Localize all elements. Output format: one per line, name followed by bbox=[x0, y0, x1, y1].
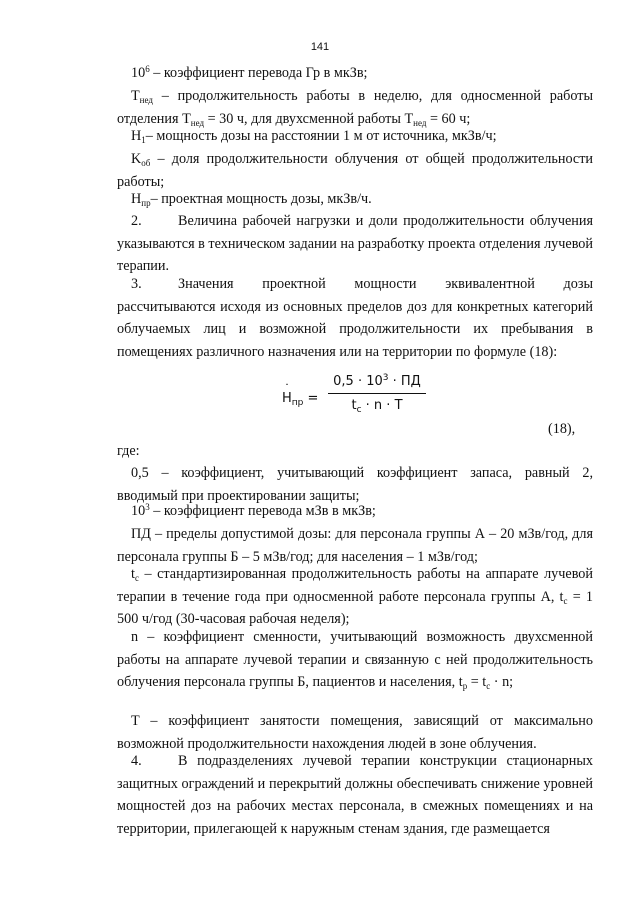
desc-tc-text2: = 1 500 ч/год (30-часовая рабочая неделя); bbox=[117, 588, 593, 627]
def-tned-sub2: нед bbox=[190, 117, 205, 128]
def-tned-text: – продолжительность работы в неделю, для односменной работы отделения T bbox=[117, 88, 593, 127]
def-coef-gr-sup: 6 bbox=[145, 64, 150, 74]
formula-equals: = bbox=[303, 391, 319, 406]
def-tned bbox=[117, 85, 593, 130]
desc-n-text3: · n; bbox=[490, 674, 514, 690]
desc-n-text2: = t bbox=[467, 674, 487, 690]
desc-tc-sub2: c bbox=[563, 595, 568, 606]
item-4 bbox=[117, 750, 593, 840]
desc-t: T – коэффициент занятости помещения, зависящий от максимально возможной продолжительности нахождения людей в зоне облучения. bbox=[117, 713, 593, 752]
formula-fraction bbox=[328, 372, 426, 416]
page-number: 141 bbox=[310, 41, 330, 53]
def-hpr-text: – проектная мощность дозы, мкЗв/ч. bbox=[150, 191, 372, 207]
def-coef-gr-text: – коэффициент перевода Гр в мкЗв; bbox=[149, 65, 368, 81]
formula-h-symbol: H ˙ bbox=[282, 391, 292, 406]
formula-den-a: t bbox=[351, 398, 357, 413]
item-2 bbox=[117, 210, 593, 278]
def-kob-sub: об bbox=[141, 158, 151, 168]
desc-10-3-text: – коэффициент перевода мЗв в мкЗв; bbox=[149, 503, 376, 519]
desc-tc bbox=[117, 563, 593, 631]
desc-tc-sym: t bbox=[131, 566, 135, 582]
desc-05: 0,5 – коэффициент, учитывающий коэффициент запаса, равный 2, вводимый при проектировании защиты; bbox=[117, 465, 593, 504]
formula-fraction-bar bbox=[328, 393, 426, 394]
desc-n-sub2: c bbox=[486, 681, 491, 691]
desc-tc-text: – стандартизированная продолжительность работы на аппарате лучевой терапии в течение года при односменной работе персонала группы А, t bbox=[117, 566, 593, 605]
formula-num-a: 0,5 · 10 bbox=[333, 374, 383, 389]
def-h1-sym: H bbox=[131, 128, 142, 144]
def-tned-sub: нед bbox=[139, 95, 153, 105]
formula-h-sub: пр bbox=[291, 398, 304, 408]
item-3-number: 3. bbox=[131, 276, 142, 292]
formula-lhs bbox=[282, 391, 318, 406]
formula-number: (18), bbox=[548, 421, 576, 437]
def-coef-gr bbox=[117, 62, 593, 85]
def-h1-text: – мощность дозы на расстоянии 1 м от источника, мкЗв/ч; bbox=[145, 128, 497, 144]
desc-10-3 bbox=[117, 500, 593, 523]
item-4-text: В подразделениях лучевой терапии конструкции стационарных защитных ограждений и перекрытий должны обеспечивать снижение уровней мощностей доз на рабочих местах персонала, в смежных помещениях и на территории, прилегающей к наружным стенам здания, где размещается bbox=[117, 753, 593, 837]
item-3-text: Значения проектной мощности эквивалентной дозы рассчитываются исходя из основных пределов доз для конкретных категорий облучаемых лиц и возможной продолжительности их пребывания в помещениях различного назначения или на территории по формуле (18): bbox=[117, 276, 593, 360]
formula-denominator bbox=[328, 396, 426, 416]
item-2-number: 2. bbox=[131, 213, 142, 229]
def-tned-sym: T bbox=[131, 88, 140, 104]
def-kob-sym: K bbox=[131, 151, 142, 167]
def-tned-sub3: нед bbox=[413, 117, 427, 128]
formula-den-b: · n · T bbox=[361, 398, 403, 413]
def-hpr bbox=[117, 188, 593, 211]
formula-num-b: · ПД bbox=[388, 374, 421, 389]
desc-10-3-sup: 3 bbox=[145, 502, 150, 512]
def-kob bbox=[117, 148, 593, 193]
desc-pd: ПД – пределы допустимой дозы: для персонала группы А – 20 мЗв/год, для персонала группы Б – 5 мЗв/год; для населения – 1 мЗв/год; bbox=[117, 526, 593, 565]
desc-10-3-base: 10 bbox=[131, 503, 146, 519]
formula-den-sub: c bbox=[356, 405, 362, 415]
def-hpr-sub: пр bbox=[141, 198, 151, 208]
item-4-number: 4. bbox=[131, 753, 142, 769]
def-h1 bbox=[117, 125, 593, 148]
def-tned-text3: = 60 ч; bbox=[426, 110, 471, 127]
def-hpr-sym: H bbox=[131, 191, 142, 207]
desc-n-sub: р bbox=[462, 681, 468, 691]
def-tned-text2: = 30 ч, для двухсменной работы T bbox=[204, 110, 414, 127]
item-2-text: Величина рабочей нагрузки и доли продолжительности облучения указываются в техническом задании на разработку проекта отделения лучевой терапии. bbox=[117, 213, 593, 274]
def-kob-text: – доля продолжительности облучения от общей продолжительности работы; bbox=[117, 151, 593, 190]
item-3 bbox=[117, 273, 593, 363]
formula-num-sup: 3 bbox=[382, 373, 389, 383]
def-coef-gr-base: 10 bbox=[131, 65, 146, 81]
where-label: где: bbox=[117, 443, 140, 459]
desc-tc-sub: c bbox=[134, 573, 139, 583]
def-h1-sub: 1 bbox=[141, 135, 146, 145]
desc-n-text: n – коэффициент сменности, учитывающий возможность двухсменной работы на аппарате лучевой терапии и связанную с ней продолжительность облучения персонала группы Б, пациентов и населения, t bbox=[117, 629, 593, 690]
desc-n bbox=[117, 626, 593, 694]
formula-numerator bbox=[328, 372, 426, 392]
